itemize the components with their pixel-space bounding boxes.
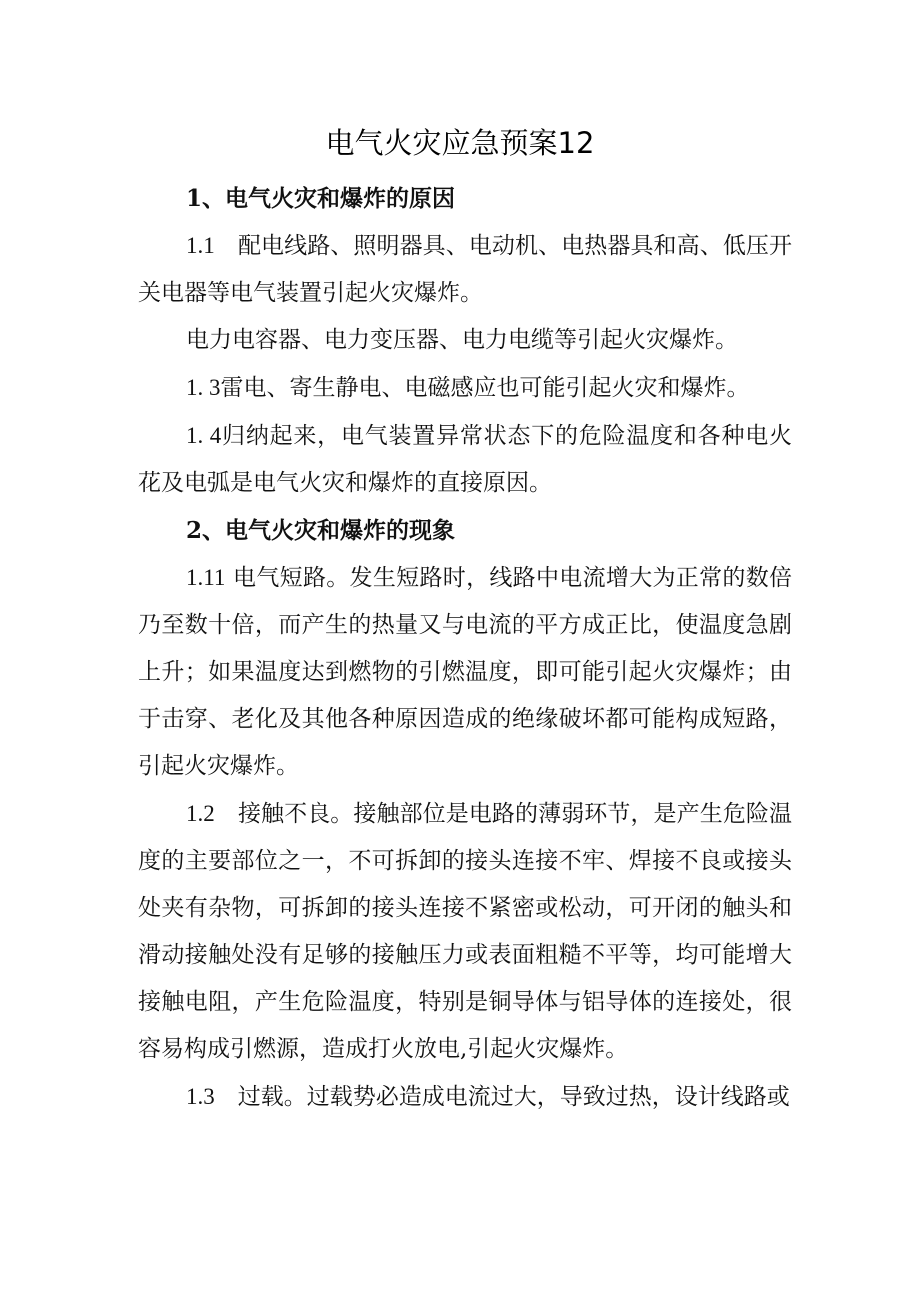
paragraph-number: 1.2 xyxy=(186,801,215,826)
paragraph-text: 接触不良。接触部位是电路的薄弱环节，是产生危险温度的主要部位之一，不可拆卸的接头连接不牢、焊接不良或接头处夹有杂物，可拆卸的接头连接不紧密或松动，可开闭的触头和滑动接触处没有足够的接触压力或表面粗糙不平等，均可能增大接触电阻，产生危险温度，特别是铜导体与铝导体的连接处，很容易构成引燃源，造成打火放电,引起火灾爆炸。 xyxy=(138,801,793,1062)
paragraph-number: 1.1 xyxy=(186,233,215,258)
paragraph xyxy=(138,222,792,317)
paragraph xyxy=(138,317,792,364)
paragraph-number: 1. 4 xyxy=(186,423,222,448)
paragraph-text: 归纳起来，电气装置异常状态下的危险温度和各种电火花及电弧是电气火灾和爆炸的直接原因。 xyxy=(138,423,793,496)
paragraph-number: 1.11 xyxy=(186,565,226,590)
paragraph xyxy=(138,1073,792,1121)
section-heading: 1、电气火灾和爆炸的原因 xyxy=(186,185,456,212)
paragraph xyxy=(138,554,792,790)
paragraph xyxy=(138,364,792,412)
document-body xyxy=(138,175,792,1121)
paragraph-text: 配电线路、照明器具、电动机、电热器具和高、低压开关电器等电气装置引起火灾爆炸。 xyxy=(138,233,793,306)
paragraph xyxy=(138,790,792,1073)
paragraph-number: 1.3 xyxy=(186,1084,215,1109)
document-title: 电气火灾应急预案12 xyxy=(325,126,595,160)
paragraph-text: 雷电、寄生静电、电磁感应也可能引起火灾和爆炸。 xyxy=(220,375,750,401)
paragraph xyxy=(138,412,792,507)
paragraph-text: 电力电容器、电力变压器、电力电缆等引起火灾爆炸。 xyxy=(186,327,738,353)
section-heading: 2、电气火灾和爆炸的现象 xyxy=(186,517,456,544)
paragraph-number: 1. 3 xyxy=(186,375,221,400)
paragraph-text: 过载。过载势必造成电流过大，导致过热，设计线路或 xyxy=(237,1084,790,1110)
paragraph-text: 电气短路。发生短路时，线路中电流增大为正常的数倍乃至数十倍，而产生的热量又与电流的平方成正比，使温度急剧上升；如果温度达到燃物的引燃温度，即可能引起火灾爆炸；由于击穿、老化及其他各种原因造成的绝缘破坏都可能构成短路，引起火灾爆炸。 xyxy=(138,565,793,779)
